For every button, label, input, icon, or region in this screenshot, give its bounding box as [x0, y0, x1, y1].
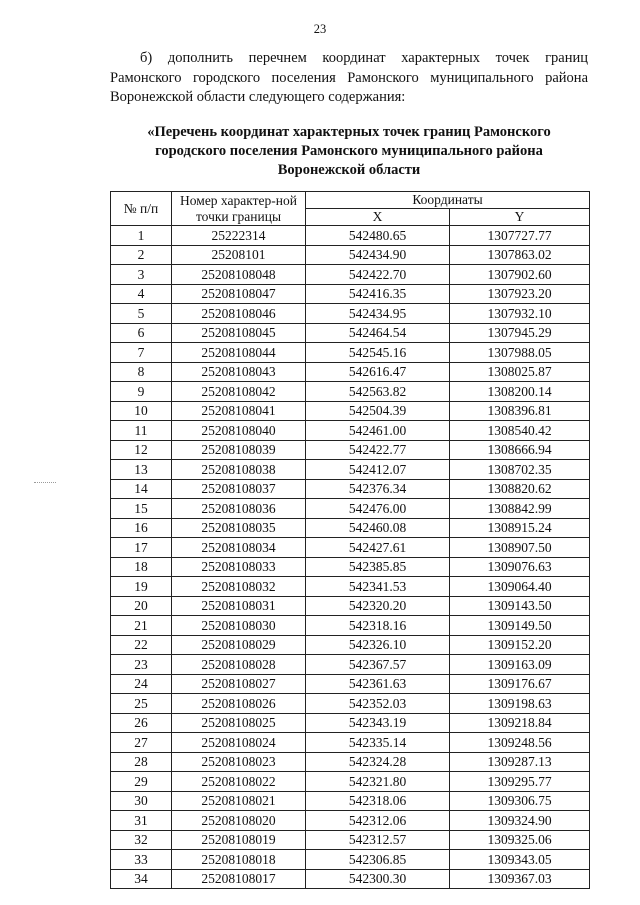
cell-y: 1308907.50: [450, 538, 590, 558]
cell-y: 1307945.29: [450, 323, 590, 343]
cell-index: 33: [111, 850, 172, 870]
cell-index: 2: [111, 245, 172, 265]
cell-y: 1309248.56: [450, 733, 590, 753]
cell-y: 1307988.05: [450, 343, 590, 363]
cell-x: 542427.61: [306, 538, 450, 558]
cell-point-number: 25208101: [172, 245, 306, 265]
cell-index: 20: [111, 596, 172, 616]
cell-x: 542306.85: [306, 850, 450, 870]
cell-y: 1309324.90: [450, 811, 590, 831]
cell-x: 542361.63: [306, 674, 450, 694]
cell-y: 1308820.62: [450, 479, 590, 499]
table-row: [111, 265, 590, 285]
cell-x: 542464.54: [306, 323, 450, 343]
table-row: [111, 791, 590, 811]
table-row: [111, 596, 590, 616]
cell-index: 24: [111, 674, 172, 694]
cell-x: 542300.30: [306, 869, 450, 889]
cell-point-number: 25208108033: [172, 557, 306, 577]
table-row: [111, 557, 590, 577]
cell-y: 1309152.20: [450, 635, 590, 655]
table-row: [111, 538, 590, 558]
cell-index: 26: [111, 713, 172, 733]
cell-point-number: 25208108038: [172, 460, 306, 480]
cell-y: 1308915.24: [450, 518, 590, 538]
cell-point-number: 25208108023: [172, 752, 306, 772]
page-number: 23: [313, 22, 327, 36]
cell-point-number: 25208108019: [172, 830, 306, 850]
cell-y: 1307902.60: [450, 265, 590, 285]
cell-point-number: 25208108036: [172, 499, 306, 519]
cell-index: 6: [111, 323, 172, 343]
cell-index: 3: [111, 265, 172, 285]
cell-point-number: 25208108021: [172, 791, 306, 811]
cell-point-number: 25208108039: [172, 440, 306, 460]
cell-y: 1309163.09: [450, 655, 590, 675]
cell-y: 1308396.81: [450, 401, 590, 421]
cell-y: 1307863.02: [450, 245, 590, 265]
cell-index: 4: [111, 284, 172, 304]
document-title: «Перечень координат характерных точек границ Рамонского городского поселения Рамонского муниципального района Воронежской области: [147, 124, 551, 178]
table-row: [111, 421, 590, 441]
cell-index: 16: [111, 518, 172, 538]
cell-y: 1308200.14: [450, 382, 590, 402]
cell-point-number: 25208108020: [172, 811, 306, 831]
table-row: [111, 811, 590, 831]
cell-index: 23: [111, 655, 172, 675]
cell-y: 1308666.94: [450, 440, 590, 460]
table-row: [111, 850, 590, 870]
cell-y: 1309076.63: [450, 557, 590, 577]
cell-x: 542563.82: [306, 382, 450, 402]
cell-y: 1309218.84: [450, 713, 590, 733]
cell-y: 1309198.63: [450, 694, 590, 714]
cell-x: 542376.34: [306, 479, 450, 499]
cell-point-number: 25208108040: [172, 421, 306, 441]
cell-index: 8: [111, 362, 172, 382]
intro-text: б) дополнить перечнем координат характерных точек границ Рамонского городского поселения Рамонского муниципального района Воронежской области следующего содержания:: [110, 50, 588, 105]
header-point-number: Номер характер-ной точки границы: [172, 192, 306, 226]
cell-point-number: 25208108043: [172, 362, 306, 382]
cell-index: 15: [111, 499, 172, 519]
cell-index: 9: [111, 382, 172, 402]
cell-index: 11: [111, 421, 172, 441]
cell-y: 1309343.05: [450, 850, 590, 870]
cell-index: 32: [111, 830, 172, 850]
cell-x: 542341.53: [306, 577, 450, 597]
cell-point-number: 25208108029: [172, 635, 306, 655]
cell-index: 22: [111, 635, 172, 655]
table-row: [111, 382, 590, 402]
cell-point-number: 25208108048: [172, 265, 306, 285]
cell-x: 542324.28: [306, 752, 450, 772]
cell-y: 1309064.40: [450, 577, 590, 597]
table-row: [111, 694, 590, 714]
cell-index: 7: [111, 343, 172, 363]
cell-x: 542480.65: [306, 226, 450, 246]
cell-x: 542318.06: [306, 791, 450, 811]
header-index: № п/п: [111, 192, 172, 226]
header-x: X: [306, 209, 450, 226]
table-row: [111, 752, 590, 772]
table-row: [111, 401, 590, 421]
cell-index: 30: [111, 791, 172, 811]
cell-point-number: 25208108028: [172, 655, 306, 675]
table-row: [111, 440, 590, 460]
cell-x: 542545.16: [306, 343, 450, 363]
cell-x: 542434.90: [306, 245, 450, 265]
cell-y: 1309325.06: [450, 830, 590, 850]
cell-x: 542504.39: [306, 401, 450, 421]
table-row: [111, 323, 590, 343]
table-row: [111, 635, 590, 655]
cell-x: 542385.85: [306, 557, 450, 577]
table-row: [111, 304, 590, 324]
cell-x: 542422.77: [306, 440, 450, 460]
cell-x: 542460.08: [306, 518, 450, 538]
table-body: [111, 226, 590, 889]
cell-y: 1307923.20: [450, 284, 590, 304]
cell-point-number: 25208108018: [172, 850, 306, 870]
cell-index: 31: [111, 811, 172, 831]
cell-y: 1309143.50: [450, 596, 590, 616]
cell-index: 5: [111, 304, 172, 324]
table-row: [111, 362, 590, 382]
cell-y: 1308842.99: [450, 499, 590, 519]
cell-index: 28: [111, 752, 172, 772]
cell-y: 1309306.75: [450, 791, 590, 811]
cell-index: 34: [111, 869, 172, 889]
table-row: [111, 577, 590, 597]
cell-index: 25: [111, 694, 172, 714]
header-coordinates: Координаты: [306, 192, 590, 209]
cell-point-number: 25208108031: [172, 596, 306, 616]
table-row: [111, 284, 590, 304]
cell-y: 1309367.03: [450, 869, 590, 889]
cell-x: 542326.10: [306, 635, 450, 655]
cell-point-number: 25208108030: [172, 616, 306, 636]
cell-point-number: 25208108026: [172, 694, 306, 714]
cell-y: 1309176.67: [450, 674, 590, 694]
cell-point-number: 25208108035: [172, 518, 306, 538]
cell-point-number: 25208108046: [172, 304, 306, 324]
cell-y: 1307727.77: [450, 226, 590, 246]
margin-mark: [34, 482, 56, 484]
cell-index: 29: [111, 772, 172, 792]
intro-paragraph: [110, 49, 588, 108]
cell-x: 542321.80: [306, 772, 450, 792]
cell-y: 1309287.13: [450, 752, 590, 772]
table-row: [111, 226, 590, 246]
cell-point-number: 25208108032: [172, 577, 306, 597]
cell-y: 1309149.50: [450, 616, 590, 636]
cell-x: 542335.14: [306, 733, 450, 753]
cell-point-number: 25208108027: [172, 674, 306, 694]
cell-x: 542616.47: [306, 362, 450, 382]
cell-point-number: 25208108044: [172, 343, 306, 363]
cell-index: 21: [111, 616, 172, 636]
cell-x: 542434.95: [306, 304, 450, 324]
cell-point-number: 25208108022: [172, 772, 306, 792]
cell-point-number: 25208108034: [172, 538, 306, 558]
table-row: [111, 674, 590, 694]
cell-index: 10: [111, 401, 172, 421]
cell-point-number: 25208108045: [172, 323, 306, 343]
cell-y: 1309295.77: [450, 772, 590, 792]
cell-x: 542422.70: [306, 265, 450, 285]
cell-index: 19: [111, 577, 172, 597]
table-row: [111, 479, 590, 499]
cell-index: 27: [111, 733, 172, 753]
cell-point-number: 25222314: [172, 226, 306, 246]
cell-point-number: 25208108025: [172, 713, 306, 733]
cell-point-number: 25208108037: [172, 479, 306, 499]
cell-point-number: 25208108047: [172, 284, 306, 304]
cell-index: 18: [111, 557, 172, 577]
table-row: [111, 830, 590, 850]
cell-index: 1: [111, 226, 172, 246]
table-row: [111, 518, 590, 538]
table-row: [111, 245, 590, 265]
cell-index: 13: [111, 460, 172, 480]
cell-x: 542320.20: [306, 596, 450, 616]
cell-x: 542343.19: [306, 713, 450, 733]
cell-index: 17: [111, 538, 172, 558]
cell-index: 14: [111, 479, 172, 499]
table-row: [111, 733, 590, 753]
cell-x: 542367.57: [306, 655, 450, 675]
table-row: [111, 460, 590, 480]
table-row: [111, 869, 590, 889]
cell-x: 542318.16: [306, 616, 450, 636]
cell-x: 542312.57: [306, 830, 450, 850]
cell-y: 1308025.87: [450, 362, 590, 382]
cell-x: 542312.06: [306, 811, 450, 831]
cell-x: 542352.03: [306, 694, 450, 714]
cell-point-number: 25208108017: [172, 869, 306, 889]
cell-x: 542412.07: [306, 460, 450, 480]
table-row: [111, 343, 590, 363]
table-row: [111, 499, 590, 519]
cell-point-number: 25208108041: [172, 401, 306, 421]
table-row: [111, 713, 590, 733]
cell-x: 542476.00: [306, 499, 450, 519]
cell-y: 1308540.42: [450, 421, 590, 441]
table-row: [111, 616, 590, 636]
table-row: [111, 772, 590, 792]
table-row: [111, 655, 590, 675]
cell-point-number: 25208108024: [172, 733, 306, 753]
cell-y: 1308702.35: [450, 460, 590, 480]
cell-index: 12: [111, 440, 172, 460]
cell-y: 1307932.10: [450, 304, 590, 324]
cell-x: 542416.35: [306, 284, 450, 304]
cell-point-number: 25208108042: [172, 382, 306, 402]
cell-x: 542461.00: [306, 421, 450, 441]
header-y: Y: [450, 209, 590, 226]
coordinates-table: [110, 191, 590, 889]
